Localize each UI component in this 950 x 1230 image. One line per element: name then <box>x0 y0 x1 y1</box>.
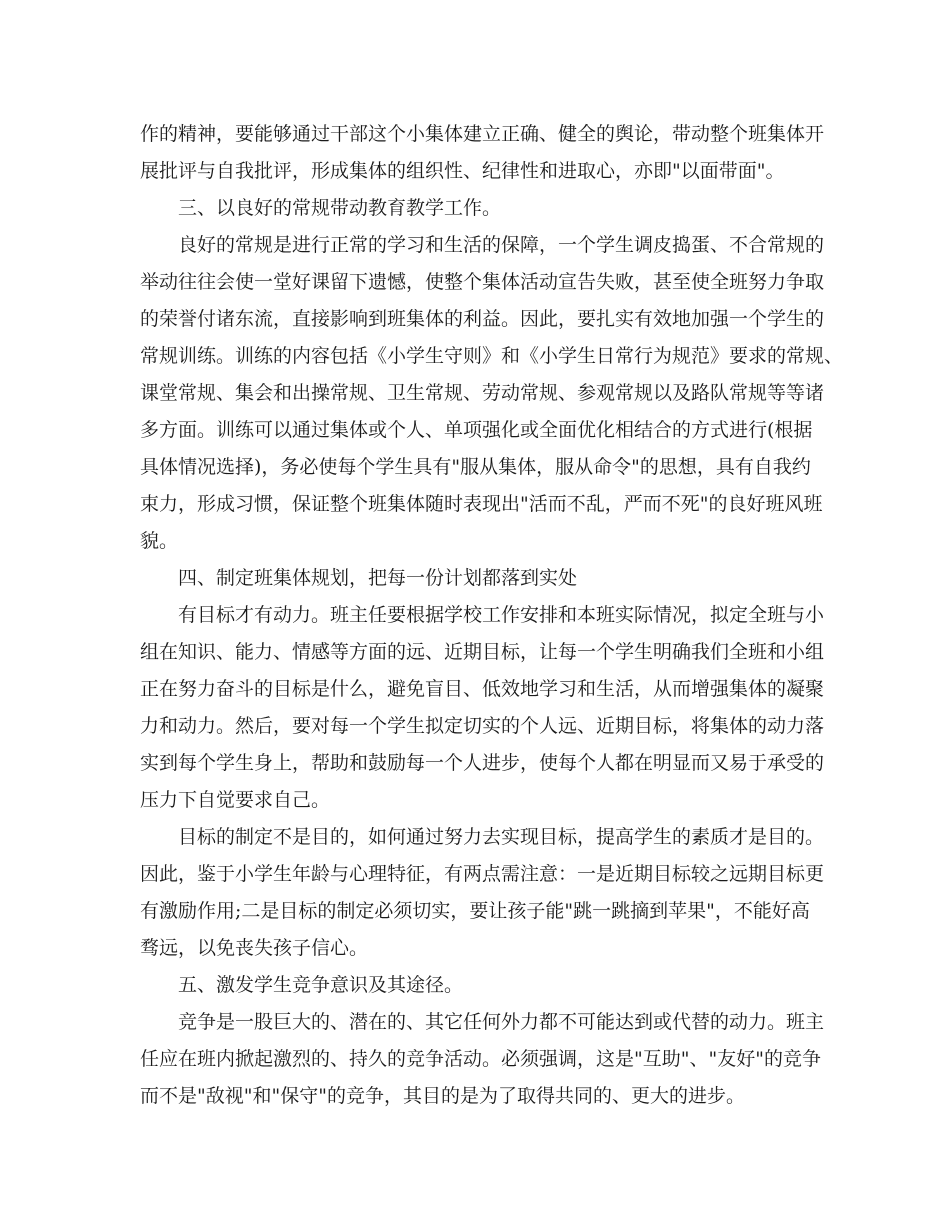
text-line: 正在努力奋斗的目标是什么，避免盲目、低效地学习和生活，从而增强集体的凝聚 <box>140 678 825 700</box>
text-line: 貌。 <box>140 530 179 552</box>
text-line: 而不是"敌视"和"保守"的竞争，其目的是为了取得共同的、更大的进步。 <box>140 1085 745 1107</box>
text-line: 目标的制定不是目的，如何通过努力去实现目标，提高学生的素质才是目的。 <box>178 826 825 848</box>
text-line: 三、以良好的常规带动教育教学工作。 <box>178 197 502 219</box>
text-line: 压力下自觉要求自己。 <box>140 789 331 811</box>
text-line: 束力，形成习惯，保证整个班集体随时表现出"活而不乱，严而不死"的良好班风班 <box>140 493 823 515</box>
text-line: 有激励作用;二是目标的制定必须切实，要让孩子能"跳一跳摘到苹果"，不能好高 <box>140 900 810 922</box>
text-line: 骛远，以免丧失孩子信心。 <box>140 937 369 959</box>
text-line: 实到每个学生身上，帮助和鼓励每一个人进步，使每个人都在明显而又易于承受的 <box>140 752 825 774</box>
text-line: 良好的常规是进行正常的学习和生活的保障，一个学生调皮捣蛋、不合常规的 <box>178 234 825 256</box>
text-line: 举动往往会使一堂好课留下遗憾，使整个集体活动宣告失败，甚至使全班努力争取 <box>140 271 825 293</box>
text-line: 力和动力。然后，要对每一个学生拟定切实的个人远、近期目标，将集体的动力落 <box>140 715 825 737</box>
text-line: 课堂常规、集会和出操常规、卫生常规、劳动常规、参观常规以及路队常规等等诸 <box>140 382 825 404</box>
text-line: 多方面。训练可以通过集体或个人、单项强化或全面优化相结合的方式进行(根据 <box>140 419 813 441</box>
text-line: 因此，鉴于小学生年龄与心理特征，有两点需注意：一是近期目标较之远期目标更 <box>140 863 825 885</box>
text-line: 有目标才有动力。班主任要根据学校工作安排和本班实际情况，拟定全班与小 <box>178 604 825 626</box>
document-body <box>140 116 844 1115</box>
text-line: 展批评与自我批评，形成集体的组织性、纪律性和进取心，亦即"以面带面"。 <box>140 160 785 182</box>
text-line: 组在知识、能力、情感等方面的远、近期目标，让每一个学生明确我们全班和小组 <box>140 641 825 663</box>
text-line: 四、制定班集体规划，把每一份计划都落到实处 <box>178 567 578 589</box>
text-line: 竞争是一股巨大的、潜在的、其它任何外力都不可能达到或代替的动力。班主 <box>178 1011 825 1033</box>
text-line: 任应在班内掀起激烈的、持久的竞争活动。必须强调，这是"互助"、"友好"的竞争 <box>140 1048 821 1070</box>
text-line: 具体情况选择)，务必使每个学生具有"服从集体，服从命令"的思想，具有自我约 <box>140 456 811 478</box>
text-line: 的荣誉付诸东流，直接影响到班集体的利益。因此，要扎实有效地加强一个学生的 <box>140 308 825 330</box>
text-line: 常规训练。训练的内容包括《小学生守则》和《小学生日常行为规范》要求的常规、 <box>140 345 844 367</box>
text-line: 作的精神，要能够通过干部这个小集体建立正确、健全的舆论，带动整个班集体开 <box>140 123 825 145</box>
text-line: 五、激发学生竞争意识及其途径。 <box>178 974 464 996</box>
